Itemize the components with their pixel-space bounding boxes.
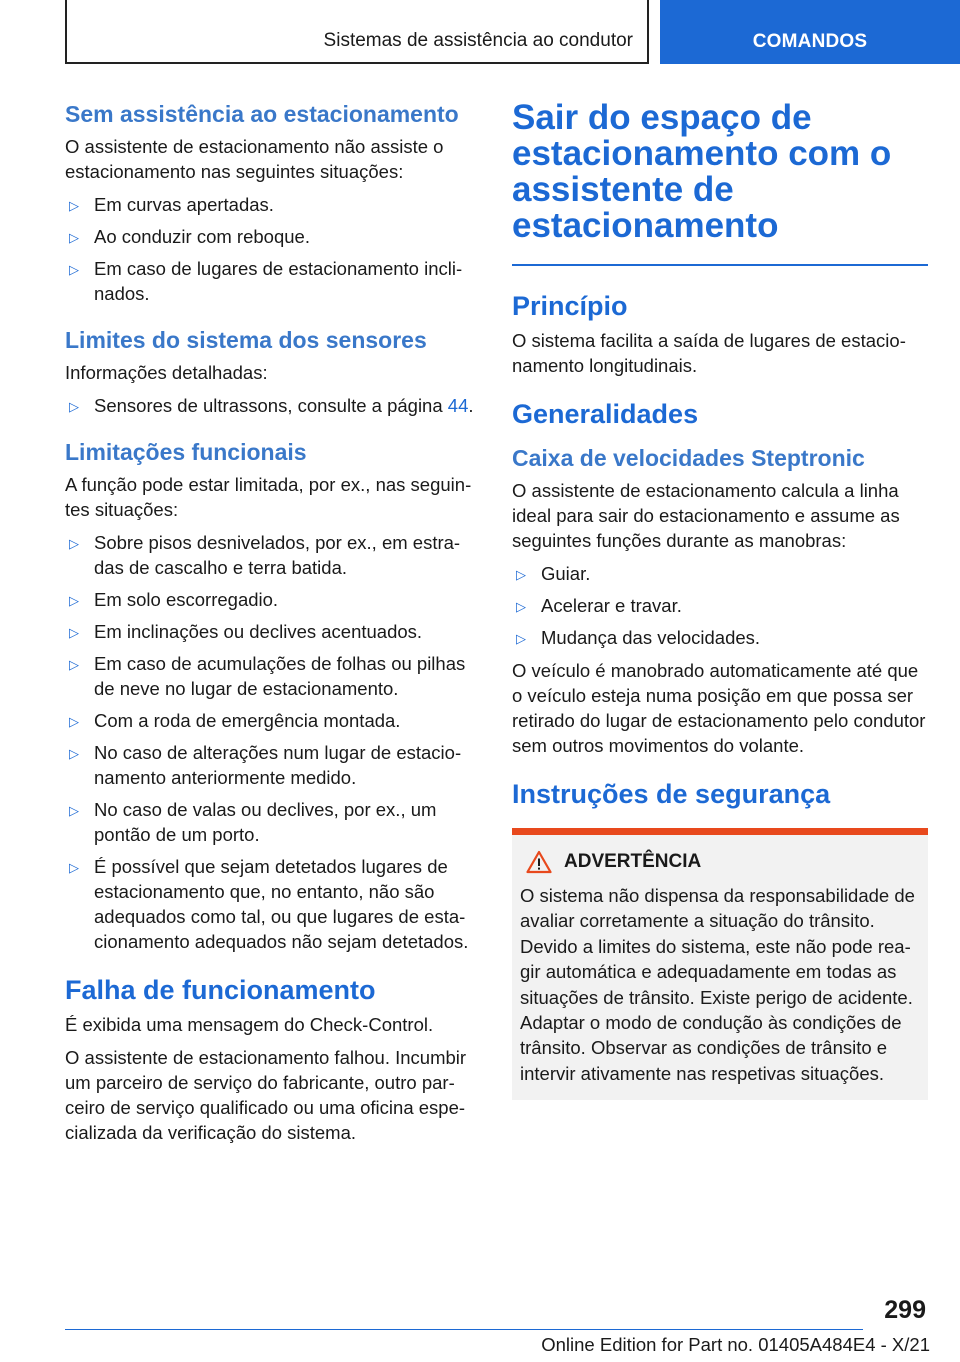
heading-principio: Princípio [512,291,628,321]
list-item: ▷ Em caso de lugares de estacionamento inclinados. [69,258,463,304]
triangle-right-icon: ▷ [69,714,79,729]
triangle-right-icon: ▷ [516,599,526,614]
warning-text: O sistema não dispensa da responsabilidade de avaliar corretamente a situação do trânsito. Devido a limites do sistema, este não pode reagir automática e adequadamente em todas as situações de trânsito. Existe perigo de acidente. Adaptar o modo de condução às condições de trânsito. Observar as condições de trânsito e intervir ativamente nas respetivas situações. [520,885,915,1084]
left-column [65,100,480,1153]
triangle-right-icon: ▷ [69,593,79,608]
list-item: ▷ Guiar. [512,561,928,586]
chapter-tab-label: COMANDOS [752,31,868,52]
list-item: ▷ É possível que sejam detetados lugares de estacionamento que, no entanto, não são adequados como tal, ou que lugares de estacionamento adequados não sejam detetados. [69,856,469,952]
triangle-right-icon: ▷ [69,746,79,761]
list-item: ▷ Em caso de acumulações de folhas ou pilhas de neve no lugar de estacionamento. [69,653,466,699]
triangle-right-icon: ▷ [69,198,79,213]
paragraph: O assistente de estacionamento falhou. Incumbir um parceiro de serviço do fabricante, outro parceiro de serviço qualificado ou uma oficina especializada da verificação do sistema. [65,1047,467,1143]
triangle-right-icon: ▷ [69,399,79,414]
bullet-list [65,393,480,418]
list-item: ▷ Em inclinações ou declives acentuados. [65,619,480,644]
triangle-right-icon: ▷ [516,567,526,582]
list-item: ▷ No caso de alterações num lugar de estacionamento anteriormente medido. [69,742,462,788]
triangle-right-icon: ▷ [69,657,79,672]
list-item: ▷ Em curvas apertadas. [65,192,480,217]
list-item: ▷ No caso de valas ou declives, por ex., um pontão de um porto. [69,799,437,845]
header-box [65,0,649,64]
triangle-right-icon: ▷ [69,803,79,818]
list-item: ▷ Com a roda de emergência montada. [65,708,480,733]
heading-rule [512,264,928,266]
heading-limitacoes: Limitações funcionais [65,439,307,465]
section-title: Sistemas de assistência ao condutor [323,30,633,51]
footer-edition-text: Online Edition for Part no. 01405A484E4 - X/21 [541,1334,930,1355]
warning-box [512,828,928,1100]
chapter-heading: Sair do espaço de estacionamento com o assistente de estacionamento [512,98,892,245]
paragraph: O assistente de estacionamento calcula a linha ideal para sair do estacionamento e assume as seguintes funções durante as manobras: [512,480,900,551]
paragraph: O veículo é manobrado automaticamente até que o veículo esteja numa posição em que possa ser retirado do lugar de estacionamento pelo condutor sem outros movimentos do volante. [512,660,926,756]
triangle-right-icon: ▷ [516,631,526,646]
heading-generalidades: Generalidades [512,399,699,429]
warning-header [520,849,920,875]
list-item: ▷ Acelerar e travar. [512,593,928,618]
heading-falha: Falha de funcionamento [65,975,376,1005]
paragraph: Informações detalhadas: [65,362,268,383]
chapter-tab[interactable] [660,0,960,64]
page-number: 299 [884,1296,926,1324]
triangle-right-icon: ▷ [69,262,79,277]
list-item: ▷ Sobre pisos desnivelados, por ex., em estradas de cascalho e terra batida. [69,532,461,578]
paragraph: A função pode estar limitada, por ex., nas seguintes situações: [65,474,472,520]
paragraph: O assistente de estacionamento não assiste o estacionamento nas seguintes situações: [65,136,444,182]
bullet-list [65,530,480,954]
list-item: ▷ Ao conduzir com reboque. [65,224,480,249]
list-item: ▷ Em solo escorregadio. [65,587,480,612]
bullet-list [512,561,928,650]
footer-edition [541,1334,930,1356]
page-link[interactable]: 44 [447,395,469,416]
footer-rule [65,1329,863,1330]
triangle-right-icon: ▷ [69,625,79,640]
triangle-right-icon: ▷ [69,536,79,551]
paragraph: É exibida uma mensagem do Check-Control. [65,1014,434,1035]
list-item: ▷ Mudança das velocidades. [512,625,928,650]
warning-label: ADVERTÊNCIA [564,851,702,872]
triangle-right-icon: ▷ [69,230,79,245]
warning-triangle-icon [526,850,552,874]
heading-limites-sensores: Limites do sistema dos sensores [65,327,427,353]
heading-steptronic: Caixa de velocidades Steptronic [512,445,865,471]
bullet-list [65,192,480,306]
list-item: ▷ Sensores de ultrassons, consulte a página 44. [65,393,480,418]
heading-seguranca: Instruções de segurança [512,779,831,809]
paragraph: O sistema facilita a saída de lugares de estacionamento longitudinais. [512,330,906,376]
triangle-right-icon: ▷ [69,860,79,875]
right-column [512,100,928,1100]
heading-sem-assistencia: Sem assistência ao estacionamento [65,101,459,127]
